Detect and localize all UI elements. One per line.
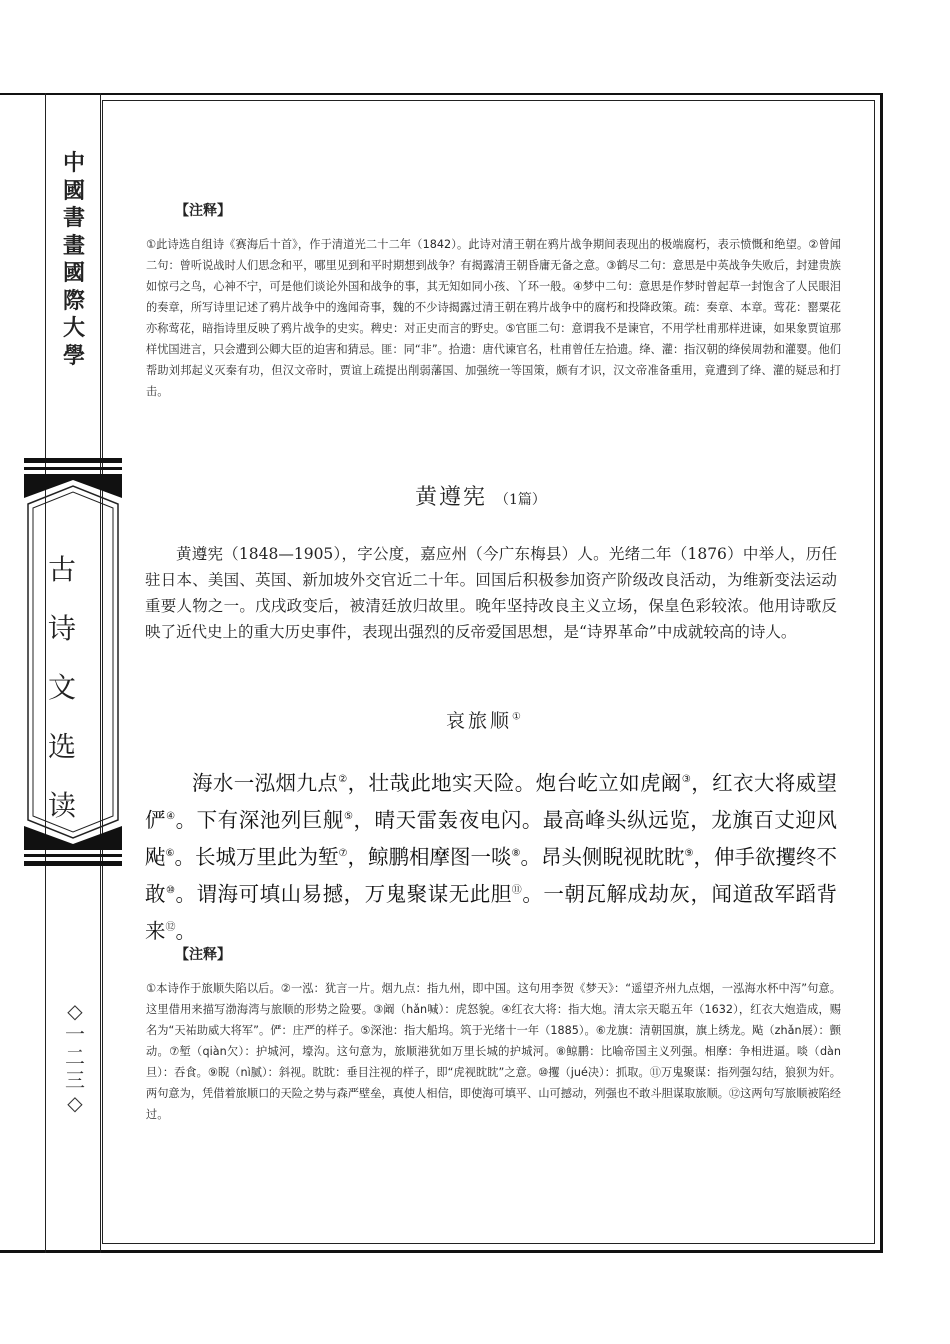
poem-title-text: 哀旅顺 — [446, 710, 513, 732]
poem-footnote-mark: ⑥ — [165, 848, 175, 860]
poem-footnote-mark: ③ — [681, 774, 692, 785]
poem-count: （1篇） — [495, 492, 546, 508]
poem-footnote-mark: ⑧ — [511, 848, 521, 860]
poem-segment: 。 — [175, 918, 196, 943]
poem-footnote-mark: ⑪ — [511, 885, 523, 897]
poem-footnote-mark: ⑫ — [165, 922, 176, 934]
poem-title — [446, 706, 521, 733]
note-heading-1: 【注释】 — [175, 203, 231, 219]
author-biography: 黄遵宪（1848—1905），字公度，嘉应州（今广东梅县）人。光绪二年（1876）中举人，历任驻日本、美国、英国、新加坡外交官近二十年。回国后积极参加资产阶级改良活动，为维新变法运动重要人物之一。戊戌政变后，被清廷放归故里。晚年坚持改良主义立场，保皇色彩较浓。他用诗歌反映了近代史上的重大历史事件，表现出强烈的反帝爱国思想，是“诗界革命”中成就较高的诗人。 — [145, 545, 837, 641]
poem-segment: ，伸手欲攫终不敢 — [145, 844, 838, 906]
poem-footnote-mark: ⑩ — [166, 885, 176, 897]
poem-footnote-mark: ⑨ — [684, 848, 694, 860]
plaque-title: 古诗文选读 — [47, 553, 76, 822]
poem-segment: ，晴天雷轰夜电闪。最高峰头纵远览，龙旗百丈迎风飐 — [145, 807, 838, 869]
poem-title-footnote-mark: ① — [512, 711, 521, 723]
poem-segment: 。长城万里此为堑 — [174, 844, 339, 869]
poem-footnote-mark: ⑤ — [343, 811, 354, 823]
side-title: 中國書畫國際大學 — [62, 150, 85, 369]
poem-segment: ，红衣大将威望俨 — [145, 770, 838, 832]
author-name: 黄遵宪 — [415, 485, 488, 510]
poem-segment: 。一朝瓦解成劫灰，闻道敌军蹈背来 — [145, 881, 838, 943]
plaque-bottom-bar-2 — [24, 861, 122, 866]
note-heading-2: 【注释】 — [175, 947, 231, 963]
poem-segment: 。下有深池列巨舰 — [175, 807, 344, 832]
poem-segment: 。昂头侧睨视眈眈 — [520, 844, 685, 869]
poem-footnote-mark: ④ — [166, 811, 176, 823]
poem-footnote-mark: ⑦ — [338, 848, 348, 860]
poem-segment: ，壮哉此地实天险。炮台屹立如虎阚 — [347, 770, 682, 795]
section-title — [415, 480, 546, 511]
note-text-1: ①此诗选自组诗《赛海后十首》，作于清道光二十二年（1842）。此诗对清王朝在鸦片战争期间表现出的极端腐朽，表示愤慨和绝望。②曾闻二句：曾听说战时人们思念和平，哪里见到和平时期想到战争？有揭露清王朝昏庸无备之意。③鹤尽二句：意思是中英战争失败后，封建贵族如惊弓之鸟，心神不宁，可是他们谈论外国和战争的事，其无知如同小孩、丫环一般。④梦中二句：意思是作梦时曾起草一封饱含了人民眼泪的奏章，所写诗里记述了鸦片战争中的逸闻奇事，魏的不少诗揭露过清王朝在鸦片战争中的腐朽和投降政策。疏：奏章、本章。莺花：罂粟花亦称莺花，暗指诗里反映了鸦片战争的史实。稗史：对正史而言的野史。⑤官匪二句：意谓我不是谏官，不用学杜甫那样进谏，如果象贾谊那样忧国进言，只会遭到公卿大臣的迫害和猜忌。匪：同“非”。拾遗：唐代谏官名，杜甫曾任左拾遗。绛、灌：指汉朝的绛侯周勃和灌婴。他们帮助刘邦起义灭秦有功，但汉文帝时，贾谊上疏提出削弱藩国、加强统一等国策，颇有才识，汉文帝准备重用，竟遭到了绛、灌的疑忌和打击。 — [146, 238, 841, 398]
poem-footnote-mark: ② — [338, 774, 348, 785]
plaque-top-bar-1 — [24, 458, 122, 463]
poem-segment: ，鲸鹏相摩图一啖 — [347, 844, 512, 869]
note-text-2: ①本诗作于旅顺失陷以后。②一泓：犹言一片。烟九点：指九州，即中国。这句用李贺《梦天》：“遥望齐州九点烟，一泓海水杯中泻”句意。这里借用来描写渤海湾与旅顺的形势之险要。③阚（hǎn喊）：虎怒貌。④红衣大将：指大炮。清太宗天聪五年（1632），红衣大炮造成，赐名为“天祐助威大将军”。俨：庄严的样子。⑤深池：指大船坞。筑于光绪十一年（1885）。⑥龙旗：清朝国旗，旗上绣龙。飐（zhǎn展）：颤动。⑦堑（qiàn欠）：护城河，壕沟。这句意为，旅顺港犹如万里长城的护城河。⑧鲸鹏：比喻帝国主义列强。相摩：争相进逼。啖（dàn旦）：吞食。⑨睨（nì腻）：斜视。眈眈：垂目注视的样子，即“虎视眈眈”之意。⑩攫（jué决）：抓取。⑪万鬼聚谋：指列强勾结，狼狈为奸。两句意为，凭借着旅顺口的天险之势与森严壁垒，真使人相信，即使海可填平、山可撼动，列强也不敢斗胆谋取旅顺。⑫这两句写旅顺被陷经过。 — [146, 982, 841, 1121]
poem-segment: 。谓海可填山易撼，万鬼聚谋无此胆 — [175, 881, 512, 906]
page-number: ◇一二三◇ — [65, 999, 85, 1115]
plaque-bottom-bar-1 — [24, 854, 122, 857]
poem-segment: 海水一泓烟九点 — [192, 770, 339, 795]
poem-text — [145, 763, 837, 948]
plaque-top-bar-2 — [24, 467, 122, 470]
